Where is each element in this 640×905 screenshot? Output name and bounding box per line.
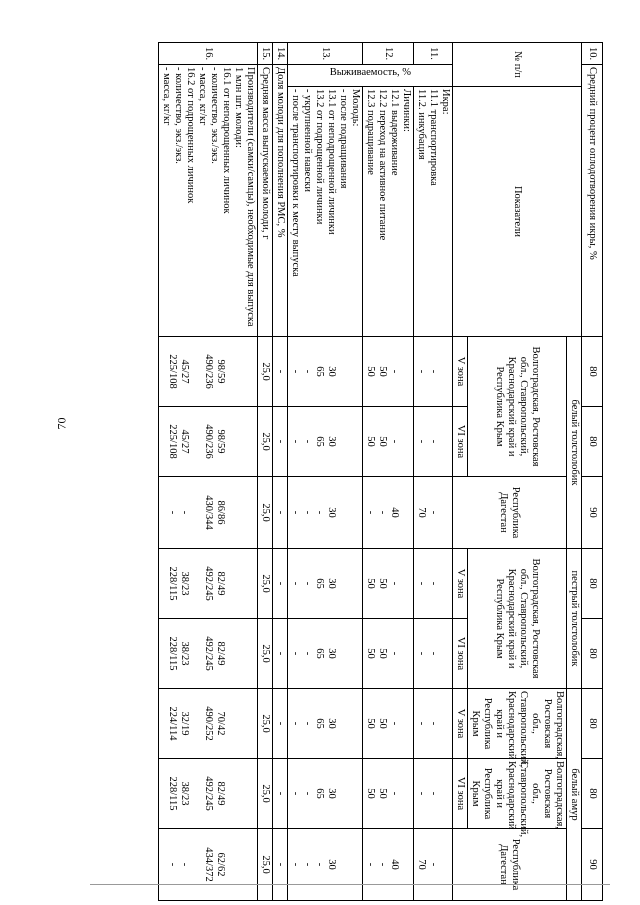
row-10-val: 90: [582, 477, 603, 549]
row-13: [288, 43, 363, 901]
row-15-cell: 25,0: [258, 477, 273, 549]
row-13-label: Молодь: - после подращивания 13.1 от неподрощенной личинки 13.2 от подрощенной личинки - укрупненной навески - после транспортировки к месту выпуска: [288, 87, 363, 337]
row-16-num: 16.: [159, 43, 258, 65]
row-12-cell: - 50 50: [363, 337, 414, 407]
header-zone: VI зона: [453, 759, 468, 829]
row-11: [414, 43, 453, 901]
row-14-cell: -: [273, 407, 288, 477]
header-species-row: [567, 43, 582, 901]
row-14-label: Доля молоди для пополнения РМС, %: [273, 65, 288, 337]
header-zone: VI зона: [453, 619, 468, 689]
row-11-cell: - 70: [414, 829, 453, 901]
survival-group: [288, 65, 453, 87]
row-15-cell: 25,0: [258, 689, 273, 759]
row-14-cell: -: [273, 829, 288, 901]
row-15-cell: 25,0: [258, 407, 273, 477]
row-14-cell: -: [273, 689, 288, 759]
header-zone: V зона: [453, 689, 468, 759]
header-num: № п/п: [453, 43, 582, 87]
row-12-cell: - 50 50: [363, 549, 414, 619]
row-15-num: 15.: [258, 43, 273, 65]
row-10-val: 90: [582, 829, 603, 901]
header-species: белый амур: [567, 689, 582, 901]
header-region: Республика Дагестан: [453, 829, 567, 901]
header-region: Волгоградская, Ростовская обл., Ставропольский, Краснодарский край и Республика Крым: [468, 337, 567, 477]
row-12-cell: - 50 50: [363, 619, 414, 689]
header-species: белый толстолобик: [567, 337, 582, 549]
row-12-num: 12.: [363, 43, 414, 65]
row-11-cell: - -: [414, 689, 453, 759]
survival-label: Выживаемость, %: [329, 67, 411, 78]
header-zone: V зона: [453, 337, 468, 407]
header-zone: VI зона: [453, 407, 468, 477]
row-15-cell: 25,0: [258, 337, 273, 407]
row-16-cell: 98/59 490/236 45/27 225/108: [159, 407, 258, 477]
row-16-cell: 62/62 434/372 - -: [159, 829, 258, 901]
scan-edge-line: [90, 884, 610, 885]
row-15-cell: 25,0: [258, 619, 273, 689]
row-16-cell: 86/86 430/344 - -: [159, 477, 258, 549]
row-11-cell: - 70: [414, 477, 453, 549]
row-13-cell: 30 65 - -: [288, 619, 363, 689]
row-11-cell: - -: [414, 619, 453, 689]
row-11-label: Икра: 11.1 транспортировка 11.2. инкубация: [414, 87, 453, 337]
row-16: [159, 43, 258, 901]
row-13-cell: 30 - - -: [288, 829, 363, 901]
row-10-val: 80: [582, 407, 603, 477]
page-number: 70: [54, 417, 69, 430]
row-14-cell: -: [273, 477, 288, 549]
row-14-cell: -: [273, 759, 288, 829]
row-10-val: 80: [582, 759, 603, 829]
row-13-cell: 30 65 - -: [288, 337, 363, 407]
row-13-cell: 30 - - -: [288, 477, 363, 549]
row-10-val: 80: [582, 337, 603, 407]
row-16-cell: 82/49 492/245 38/23 228/115: [159, 619, 258, 689]
row-15-label: Средняя масса выпускаемой молоди, г: [258, 65, 273, 337]
row-15-cell: 25,0: [258, 829, 273, 901]
header-region: Волгоградская, Ростовская обл., Ставропольский, Краснодарский край и Республика Крым: [468, 549, 567, 689]
row-13-cell: 30 65 - -: [288, 759, 363, 829]
row-12-label: Личинки: 12.1 выдерживание 12.2 переход на активное питание 12.3 подращивание: [363, 87, 414, 337]
rotated-table-container: [161, 42, 603, 900]
row-13-num: 13.: [288, 43, 363, 65]
row-10-num: 10.: [582, 43, 603, 65]
row-15: [258, 43, 273, 901]
row-10-label: Средний процент оплодотворения икры, %: [582, 65, 603, 337]
row-11-cell: - -: [414, 549, 453, 619]
row-10: [582, 43, 603, 901]
row-16-label: Производители (самки/самцы), необходимые для выпуска 1 млн шт. молоди: 16.1 от неподрощенных личинок - количество, экз./экз. - масса, кг/кг 16.2 от подрощенных личинок - количество, экз./экз. - масса, кг/кг: [159, 65, 258, 337]
row-10-val: 80: [582, 689, 603, 759]
row-11-cell: - -: [414, 759, 453, 829]
row-16-cell: 82/49 492/245 38/23 228/115: [159, 759, 258, 829]
header-species: пестрый толстолобик: [567, 549, 582, 689]
row-11-cell: - -: [414, 407, 453, 477]
row-14: [273, 43, 288, 901]
row-14-cell: -: [273, 337, 288, 407]
row-13-cell: 30 65 - -: [288, 689, 363, 759]
row-15-cell: 25,0: [258, 759, 273, 829]
row-11-cell: - -: [414, 337, 453, 407]
header-zone: V зона: [453, 549, 468, 619]
row-12-cell: 40 - -: [363, 829, 414, 901]
row-11-num: 11.: [414, 43, 453, 65]
row-12-cell: - 50 50: [363, 407, 414, 477]
row-12-cell: 40 - -: [363, 477, 414, 549]
row-13-cell: 30 65 - -: [288, 407, 363, 477]
header-region: Волгоградская, Ростовская обл., Ставропольский, Краснодарский край и Республика Крым: [468, 689, 567, 759]
row-12: [363, 43, 414, 901]
row-16-cell: 82/49 492/245 38/23 228/115: [159, 549, 258, 619]
header-indicator: Показатели: [453, 87, 582, 337]
row-14-num: 14.: [273, 43, 288, 65]
row-14-cell: -: [273, 619, 288, 689]
row-10-val: 80: [582, 549, 603, 619]
norms-table: [158, 42, 603, 901]
row-12-cell: - 50 50: [363, 759, 414, 829]
header-region: Волгоградская, Ростовская обл., Ставропольский, Краснодарский край и Республика Крым: [468, 759, 567, 829]
row-16-cell: 98/59 490/236 45/27 225/108: [159, 337, 258, 407]
row-15-cell: 25,0: [258, 549, 273, 619]
row-10-val: 80: [582, 619, 603, 689]
row-12-cell: - 50 50: [363, 689, 414, 759]
row-14-cell: -: [273, 549, 288, 619]
row-13-cell: 30 65 - -: [288, 549, 363, 619]
row-16-cell: 70/42 490/252 32/19 224/114: [159, 689, 258, 759]
header-region: Республика Дагестан: [453, 477, 567, 549]
